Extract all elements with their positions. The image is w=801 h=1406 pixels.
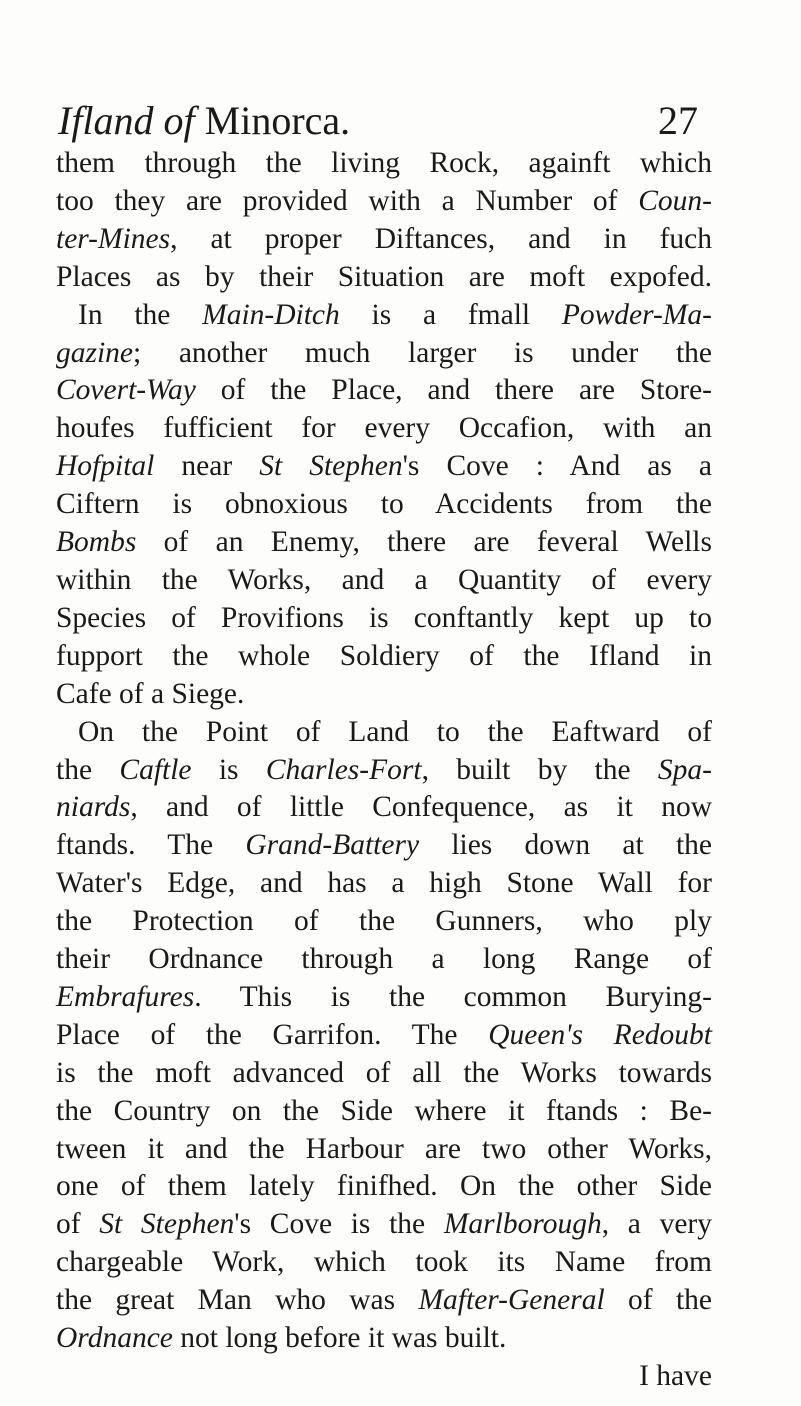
- line-text: them through the living Rock, againft which: [56, 147, 712, 179]
- line-text: , a very: [601, 1208, 712, 1241]
- line-text: 's Cove is the: [234, 1208, 444, 1241]
- line-text: On the Point of Land to the Eaftward of: [78, 715, 712, 748]
- line-text: lies down at the: [419, 829, 712, 862]
- line-text: ftands. The: [56, 829, 246, 862]
- text-line: [56, 1320, 712, 1358]
- line-text: Place of the Garrifon. The: [56, 1018, 489, 1051]
- line-text: tween it and the Harbour are two other Works,: [56, 1132, 712, 1165]
- text-line: [56, 1206, 712, 1244]
- line-text: is a fmall: [339, 298, 562, 331]
- text-line: [56, 865, 712, 903]
- line-text: Cafe of a Siege.: [56, 677, 245, 710]
- text-line: [56, 1017, 712, 1055]
- line-text: Places as by their Situation are moft expofed.: [56, 260, 712, 293]
- line-text: near: [154, 450, 260, 483]
- text-line: [56, 524, 712, 562]
- text-line: [56, 145, 712, 183]
- text-line: [56, 448, 712, 486]
- text-line: [56, 1282, 712, 1320]
- italic-text: Mafter-General: [418, 1284, 605, 1317]
- italic-text: Hofpital: [56, 450, 155, 483]
- italic-text: Grand-Battery: [245, 829, 420, 862]
- page-number: 27: [658, 98, 698, 143]
- line-text: Species of Provifions is conftantly kept up to: [56, 601, 712, 634]
- italic-text: niards: [56, 791, 131, 824]
- text-line: [56, 789, 712, 827]
- italic-text: gazine: [56, 336, 134, 369]
- text-line: [56, 941, 712, 979]
- italic-text: Queen's Redoubt: [488, 1018, 712, 1051]
- line-text: the great Man who was: [56, 1284, 419, 1317]
- text-line: [56, 714, 712, 752]
- line-text: Water's Edge, and has a high Stone Wall for: [56, 867, 712, 900]
- line-text: ; another much larger is under the: [133, 336, 712, 369]
- line-text: the: [56, 753, 120, 786]
- line-text: . This is the common Burying-: [194, 980, 712, 1013]
- italic-text: St Stephen: [259, 450, 403, 483]
- header-title-roman: Minorca.: [194, 98, 351, 143]
- text-line: [56, 676, 712, 714]
- line-text: houfes fufficient for every Occafion, with an: [56, 412, 712, 445]
- italic-text: Spa-: [657, 753, 712, 786]
- italic-text: Marlborough: [443, 1208, 602, 1241]
- line-text: is the moft advanced of all the Works towards: [56, 1056, 712, 1089]
- line-text: one of them lately finifhed. On the other Side: [56, 1170, 712, 1203]
- line-text: , and of little Confequence, as it now: [130, 791, 712, 824]
- text-line: [56, 903, 712, 941]
- line-text: In the: [78, 298, 203, 331]
- italic-text: Main-Ditch: [202, 298, 340, 331]
- text-line: [56, 183, 712, 221]
- italic-text: Powder-Ma-: [561, 298, 712, 331]
- line-text: the Country on the Side where it ftands : Be-: [56, 1094, 712, 1127]
- text-line: [56, 1131, 712, 1169]
- line-text: their Ordnance through a long Range of: [56, 943, 712, 976]
- line-text: 's Cove : And as a: [402, 450, 712, 483]
- running-header: [58, 96, 698, 146]
- italic-text: Coun-: [638, 184, 712, 217]
- line-text: of the: [604, 1284, 712, 1317]
- line-text: within the Works, and a Quantity of every: [56, 563, 712, 596]
- italic-text: Embrafures: [56, 980, 195, 1013]
- line-text: fupport the whole Soldiery of the Ifland in: [56, 639, 712, 672]
- text-line: [56, 221, 712, 259]
- italic-text: Bombs: [56, 526, 137, 559]
- line-text: chargeable Work, which took its Name from: [56, 1246, 712, 1279]
- text-line: [56, 372, 712, 410]
- text-line: [56, 1093, 712, 1131]
- italic-text: Charles-Fort: [265, 753, 422, 786]
- line-text: not long before it was built.: [172, 1322, 507, 1355]
- italic-text: ter-Mines: [56, 222, 171, 255]
- text-line: [56, 297, 712, 335]
- italic-text: St Stephen: [99, 1208, 235, 1241]
- line-text: too they are provided with a Number of: [56, 184, 639, 217]
- line-text: is: [191, 753, 266, 786]
- text-line: [56, 1168, 712, 1206]
- text-line: [56, 827, 712, 865]
- body-text: [56, 145, 712, 1396]
- line-text: of: [56, 1208, 100, 1241]
- text-line: [56, 979, 712, 1017]
- italic-text: Covert-Way: [56, 374, 196, 407]
- line-text: Ciftern is obnoxious to Accidents from the: [56, 488, 712, 521]
- text-line: [56, 638, 712, 676]
- text-line: [56, 600, 712, 638]
- text-line: [56, 1055, 712, 1093]
- line-text: , built by the: [421, 753, 658, 786]
- line-text: I have: [639, 1360, 712, 1392]
- text-line: [56, 335, 712, 373]
- text-line: [56, 486, 712, 524]
- line-text: the Protection of the Gunners, who ply: [56, 905, 712, 938]
- italic-text: Caftle: [119, 753, 192, 786]
- text-line: [56, 562, 712, 600]
- text-line: [56, 259, 712, 297]
- italic-text: Ordnance: [56, 1322, 173, 1355]
- text-line: [56, 1358, 712, 1396]
- text-line: [56, 410, 712, 448]
- line-text: of an Enemy, there are feveral Wells: [136, 526, 712, 559]
- header-title-italic: Ifland of: [58, 98, 195, 143]
- text-line: [56, 752, 712, 790]
- line-text: of the Place, and there are Store-: [195, 374, 712, 407]
- line-text: , at proper Diftances, and in fuch: [170, 222, 712, 255]
- text-line: [56, 1244, 712, 1282]
